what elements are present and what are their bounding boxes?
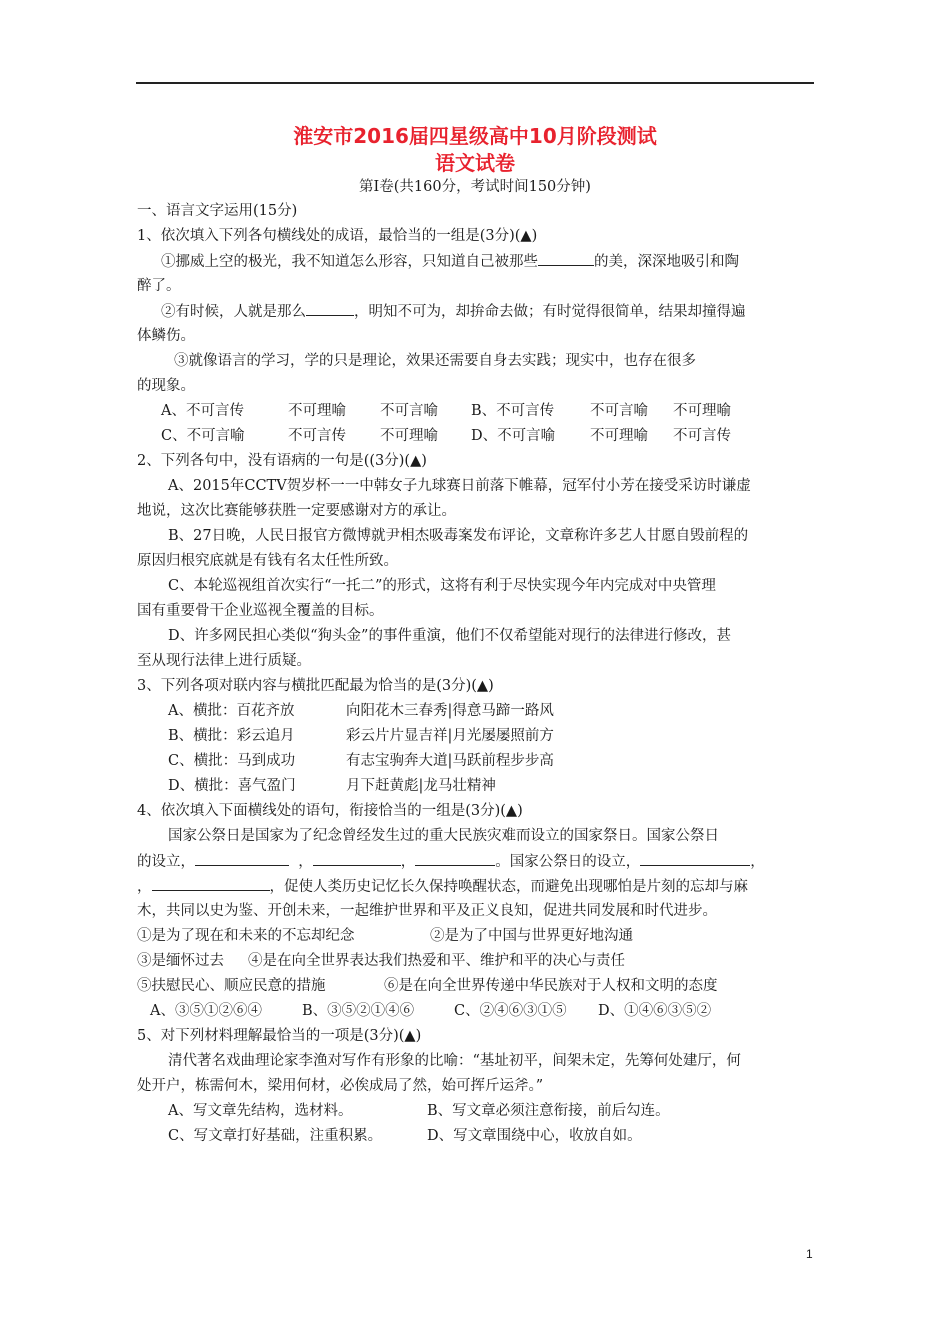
q4-passage-1: 国家公祭日是国家为了纪念曾经发生过的重大民族灾难而设立的国家祭日。国家公祭日 [168,828,719,844]
q2-stem: 2、下列各句中，没有语病的一句是((3分)(▲) [137,453,427,469]
q1-option-b-1: B、不可言传 [471,403,555,419]
q1-option-c-1: C、不可言喻 [161,428,245,444]
q1-option-c-2: 不可言传 [288,428,346,444]
q1-option-a-2: 不可理喻 [288,403,346,419]
q1-option-b-3: 不可理喻 [673,403,731,419]
q4-option-b: B、③⑤②①④⑥ [302,1003,415,1019]
q4-option-c: C、②④⑥③①⑤ [454,1003,567,1019]
answer-blank [306,301,354,316]
exam-info: 第Ⅰ卷(共160分，考试时间150分钟) [359,179,591,195]
q4-option-a: A、③⑤①②⑥④ [150,1003,262,1019]
answer-blank [313,851,401,866]
q3-option-d: D、横批：喜气盈门 [168,778,296,794]
q4-passage-3: ， ，促使人类历史记忆长久保持唤醒状态，而避免出现哪怕是片刻的忘却与麻 [137,876,748,897]
q3-option-c: C、横批：马到成功 [168,753,296,769]
q1-option-a-3: 不可言喻 [380,403,438,419]
q3-couplet-a: 向阳花木三春秀|得意马蹄一路风 [346,703,554,719]
q1-option-a-1: A、不可言传 [161,403,244,419]
q1-option-d-1: D、不可言喻 [471,428,556,444]
q2-option-b: B、27日晚，人民日报官方微博就尹相杰吸毒案发布评论，文章称许多艺人甘愿自毁前程的 [168,528,749,544]
q2-option-b-cont: 原因归根究底就是有钱有名太任性所致。 [137,553,398,569]
q5-material-1: 清代著名戏曲理论家李渔对写作有形象的比喻：“基址初平，间架未定，先筹何处建厅，何 [168,1053,741,1069]
q4-item-2: ②是为了中国与世界更好地沟通 [430,928,633,944]
answer-blank [195,851,289,866]
q3-option-a: A、横批：百花齐放 [168,703,295,719]
q5-option-a: A、写文章先结构，选材料。 [168,1103,353,1119]
q1-sentence-2-cont: 体鳞伤。 [137,328,195,344]
q3-couplet-d: 月下赶黄彪|龙马壮精神 [346,778,496,794]
header-rule [136,82,814,84]
q5-option-c: C、写文章打好基础，注重积累。 [168,1128,383,1144]
q1-sentence-1: ①挪威上空的极光，我不知道怎么形容，只知道自己被那些 的美，深深地吸引和陶 [161,251,739,272]
q4-stem: 4、依次填入下面横线处的语句，衔接恰当的一组是(3分)(▲) [137,803,523,819]
q2-option-a: A、2015年CCTV贺岁杯一一中韩女子九球赛日前落下帷幕，冠军付小芳在接受采访时谦虚 [168,478,751,494]
answer-blank [640,851,750,866]
q4-item-5: ⑤扶慰民心、顺应民意的措施 [137,978,326,994]
q4-item-4: ④是在向全世界表达我们热爱和平、维护和平的决心与责任 [248,953,625,969]
q1-option-d-3: 不可言传 [673,428,731,444]
answer-blank [538,251,594,266]
q3-couplet-b: 彩云片片显吉祥|月光屡屡照前方 [346,728,554,744]
q1-option-d-2: 不可理喻 [590,428,648,444]
q4-passage-4: 木，共同以史为鉴、开创未来，一起维护世界和平及正义良知，促进共同发展和时代进步。 [137,903,717,919]
q5-option-d: D、写文章围绕中心，收放自如。 [427,1128,642,1144]
q4-passage-2: 的设立， ， ， 。国家公祭日的设立， ， [137,851,765,872]
q5-stem: 5、对下列材料理解最恰当的一项是(3分)(▲) [137,1028,422,1044]
exam-subject: 语文试卷 [435,151,515,175]
q4-item-6: ⑥是在向全世界传递中华民族对于人权和文明的态度 [384,978,718,994]
q2-option-c-cont: 国有重要骨干企业巡视全覆盖的目标。 [137,603,384,619]
q4-item-1: ①是为了现在和未来的不忘却纪念 [137,928,355,944]
q1-sentence-3-cont: 的现象。 [137,378,195,394]
q2-option-a-cont: 地说，这次比赛能够获胜一定要感谢对方的承让。 [137,503,456,519]
answer-blank [152,876,270,891]
q1-sentence-3: ③就像语言的学习，学的只是理论，效果还需要自身去实践；现实中，也存在很多 [174,353,696,369]
q2-option-d-cont: 至从现行法律上进行质疑。 [137,653,311,669]
q1-option-b-2: 不可言喻 [590,403,648,419]
q3-couplet-c: 有志宝驹奔大道|马跃前程步步高 [346,753,554,769]
q3-option-b: B、横批：彩云追月 [168,728,295,744]
q2-option-d: D、许多网民担心类似“狗头金”的事件重演，他们不仅希望能对现行的法律进行修改，甚 [168,628,731,644]
q3-stem: 3、下列各项对联内容与横批匹配最为恰当的是(3分)(▲) [137,678,494,694]
q4-item-3: ③是缅怀过去 [137,953,224,969]
page-number: 1 [806,1247,813,1261]
q1-stem: 1、依次填入下列各句横线处的成语，最恰当的一组是(3分)(▲) [137,228,538,244]
q2-option-c: C、本轮巡视组首次实行“一托二”的形式，这将有利于尽快实现今年内完成对中央管理 [168,578,716,594]
section-heading: 一、语言文字运用(15分) [137,203,298,219]
answer-blank [415,851,495,866]
exam-title: 淮安市2016届四星级高中10月阶段测试 [293,124,657,148]
q5-option-b: B、写文章必须注意衔接，前后勾连。 [427,1103,670,1119]
q5-material-2: 处开户，栋需何木，梁用何材，必俟成局了然，始可挥斤运斧。” [137,1078,544,1094]
q1-sentence-1-cont: 醉了。 [137,278,181,294]
q4-option-d: D、①④⑥③⑤② [598,1003,712,1019]
q1-sentence-2: ②有时候，人就是那么 ，明知不可为，却拚命去做；有时觉得很简单，结果却撞得遍 [161,301,746,322]
q1-option-c-3: 不可理喻 [380,428,438,444]
